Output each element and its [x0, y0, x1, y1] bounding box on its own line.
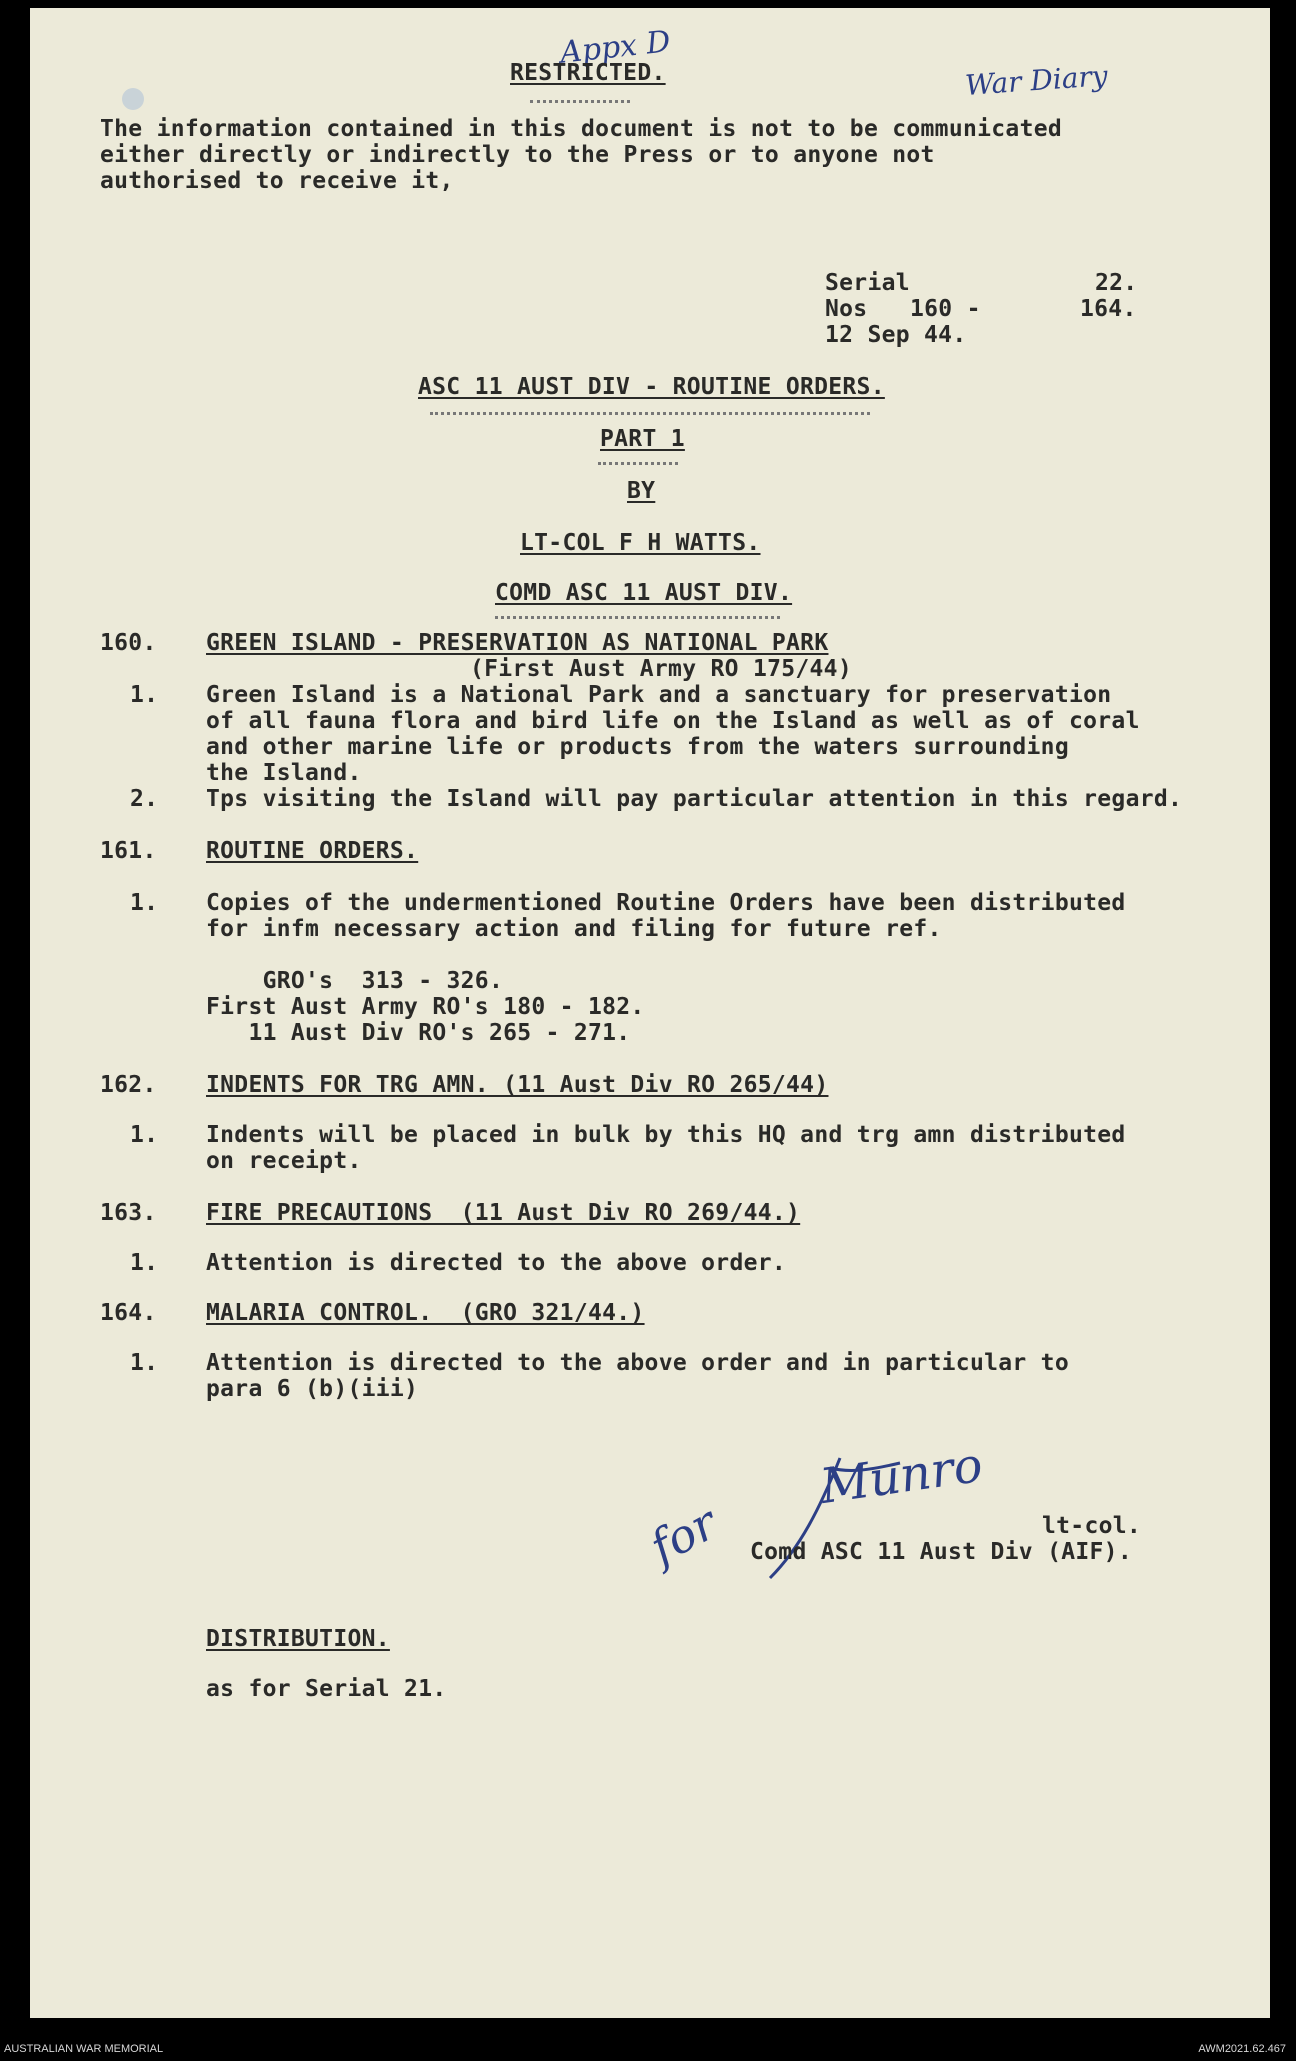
handwritten-note-appx: Appx D	[558, 24, 673, 71]
ro-list-item: First Aust Army RO's 180 - 182.	[206, 994, 645, 1020]
notice-line-3: authorised to receive it,	[100, 168, 454, 194]
nos-from: 160 -	[910, 296, 981, 322]
para-line: Attention is directed to the above order and in particular to	[206, 1350, 1069, 1376]
order-number: 162.	[100, 1072, 157, 1098]
divider-dots	[598, 462, 678, 465]
para-number: 1.	[130, 1350, 159, 1376]
title-officer: LT-COL F H WATTS.	[520, 530, 761, 556]
order-heading: GREEN ISLAND - PRESERVATION AS NATIONAL PARK	[206, 630, 829, 656]
serial-label: Serial	[825, 270, 910, 296]
signature-stroke	[760, 1448, 920, 1588]
para-line: para 6 (b)(iii)	[206, 1376, 419, 1402]
punch-hole-mark	[122, 88, 144, 110]
signature-rank: lt-col.	[1042, 1513, 1142, 1539]
distribution-heading: DISTRIBUTION.	[206, 1626, 390, 1652]
signature-appointment: Comd ASC 11 Aust Div (AIF).	[750, 1539, 1132, 1565]
divider-dots	[530, 100, 630, 103]
para-line: Tps visiting the Island will pay particular attention in this regard.	[206, 786, 1183, 812]
serial-value: 22.	[1095, 270, 1138, 296]
para-line: the Island.	[206, 760, 362, 786]
handwritten-for: for	[641, 1495, 726, 1575]
serial-date: 12 Sep 44.	[825, 322, 967, 348]
footer-archive-label: AUSTRALIAN WAR MEMORIAL	[4, 2043, 164, 2055]
para-line: Attention is directed to the above order.	[206, 1250, 787, 1276]
para-number: 2.	[130, 786, 159, 812]
ro-list-item: GRO's 313 - 326.	[206, 968, 504, 994]
title-part: PART 1	[600, 426, 685, 452]
para-line: Green Island is a National Park and a sanctuary for preservation	[206, 682, 1112, 708]
order-heading: INDENTS FOR TRG AMN. (11 Aust Div RO 265/44)	[206, 1072, 829, 1098]
para-number: 1.	[130, 1122, 159, 1148]
nos-to: 164.	[1080, 296, 1137, 322]
handwritten-note-war-diary: War Diary	[964, 59, 1109, 102]
title-routine-orders: ASC 11 AUST DIV - ROUTINE ORDERS.	[418, 374, 885, 400]
handwritten-signature: Munro	[816, 1436, 986, 1516]
distribution-text: as for Serial 21.	[206, 1676, 447, 1702]
order-heading: ROUTINE ORDERS.	[206, 838, 419, 864]
order-number: 164.	[100, 1300, 157, 1326]
ro-list-item: 11 Aust Div RO's 265 - 271.	[206, 1020, 631, 1046]
order-reference: (First Aust Army RO 175/44)	[470, 656, 852, 682]
para-line: of all fauna flora and bird life on the Island as well as of coral	[206, 708, 1140, 734]
para-line: Copies of the undermentioned Routine Orders have been distributed	[206, 890, 1126, 916]
notice-line-1: The information contained in this document is not to be communicated	[100, 116, 1063, 142]
classification-heading: RESTRICTED.	[510, 60, 666, 86]
para-number: 1.	[130, 682, 159, 708]
order-number: 160.	[100, 630, 157, 656]
nos-label: Nos	[825, 296, 868, 322]
divider-dots	[430, 412, 870, 415]
order-number: 163.	[100, 1200, 157, 1226]
title-appointment: COMD ASC 11 AUST DIV.	[495, 580, 793, 606]
footer-accession-number: AWM2021.62.467	[1198, 2043, 1286, 2055]
notice-line-2: either directly or indirectly to the Press or to anyone not	[100, 142, 935, 168]
order-heading: FIRE PRECAUTIONS (11 Aust Div RO 269/44.)	[206, 1200, 801, 1226]
order-heading: MALARIA CONTROL. (GRO 321/44.)	[206, 1300, 645, 1326]
para-number: 1.	[130, 890, 159, 916]
document-page	[30, 8, 1270, 2018]
para-number: 1.	[130, 1250, 159, 1276]
para-line: Indents will be placed in bulk by this HQ and trg amn distributed	[206, 1122, 1126, 1148]
order-number: 161.	[100, 838, 157, 864]
title-by: BY	[627, 478, 656, 504]
para-line: and other marine life or products from the waters surrounding	[206, 734, 1069, 760]
para-line: for infm necessary action and filing for future ref.	[206, 916, 942, 942]
divider-dots	[495, 616, 780, 619]
para-line: on receipt.	[206, 1148, 362, 1174]
